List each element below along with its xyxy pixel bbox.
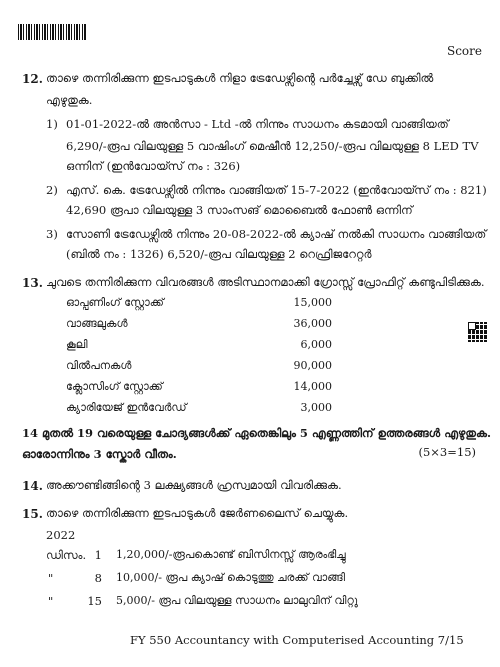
instruction-marks: (5×3=15) bbox=[418, 445, 476, 459]
instruction-line2: ഓരോന്നിനും 3 സ്കോർ വീതം. bbox=[22, 447, 177, 461]
q12-item1-line1: 01-01-2022-ൽ അൻസാ - Ltd -ൽ നിന്നും സാധനം കടമായി വാങ്ങിയത് bbox=[66, 117, 449, 131]
q13-row-value: 14,000 bbox=[293, 380, 332, 393]
q14-text: അക്കൗണ്ടിങ്ങിന്റെ 3 ലക്ഷ്യങ്ങൾ ഹ്രസ്വമായി വിവരിക്കുക. bbox=[46, 478, 342, 492]
q13-row-value: 90,000 bbox=[293, 359, 332, 372]
q12-number: 12. bbox=[22, 72, 43, 86]
barcode bbox=[18, 24, 86, 40]
q13-row-value: 6,000 bbox=[300, 338, 332, 351]
q15-row-day: 1 bbox=[94, 548, 102, 562]
q15-row-month: ഡിസം. bbox=[46, 548, 87, 562]
q15-row-desc: 1,20,000/-രൂപകൊണ്ട് ബിസിനസ്സ് ആരംഭിച്ചു bbox=[116, 548, 346, 561]
instruction-line1: 14 മുതൽ 19 വരെയുള്ള ചോദ്യങ്ങൾക്ക് ഏതെങ്കിലും 5 എണ്ണത്തിന് ഉത്തരങ്ങൾ എഴുതുക. bbox=[22, 426, 491, 440]
q13-text: ചുവടെ തന്നിരിക്കുന്ന വിവരങ്ങൾ അടിസ്ഥാനമാക്കി ഗ്രോസ്സ് പ്രോഫിറ്റ് കണ്ടുപിടിക്കുക. bbox=[46, 275, 485, 289]
q15-row-desc: 10,000/- രൂപ ക്യാഷ് കൊടുത്തു ചരക്ക് വാങ്ങി bbox=[116, 571, 345, 584]
qr-code bbox=[468, 322, 488, 342]
q12-item3-line2: (ബിൽ നം : 1326) 6,520/-രൂപ വിലയുള്ള 2 റെഫ്രിജറേറ്റർ bbox=[66, 247, 372, 261]
q13-row-value: 3,000 bbox=[300, 401, 332, 414]
q15-row-month: " bbox=[48, 594, 54, 608]
q12-item3-line1: സോണി ട്രേഡേഴ്സിൽ നിന്നും 20-08-2022-ൽ ക്യാഷ് നൽകി സാധനം വാങ്ങിയത് bbox=[66, 227, 487, 241]
q12-item2-line2: 42,690 രൂപാ വിലയുള്ള 3 സാംസങ് മൊബൈൽ ഫോൺ ഒന്നിന് bbox=[66, 203, 413, 217]
q13-number: 13. bbox=[22, 276, 43, 290]
q13-row-label: ക്യാരിയേജ് ഇൻവേർഡ് bbox=[66, 401, 187, 414]
q12-text-line2: എഴുതുക. bbox=[46, 93, 93, 107]
q15-text: താഴെ തന്നിരിക്കുന്ന ഇടപാടുകൾ ജേർണലൈസ് ചെയ്യുക. bbox=[46, 506, 349, 520]
q13-row-value: 36,000 bbox=[293, 317, 332, 330]
q15-row-day: 8 bbox=[94, 571, 102, 585]
q12-item1-number: 1) bbox=[46, 117, 58, 131]
q13-row-label: വിൽപനകൾ bbox=[66, 359, 132, 372]
q15-row-day: 15 bbox=[87, 594, 102, 608]
q15-year: 2022 bbox=[46, 528, 76, 542]
q14-number: 14. bbox=[22, 479, 43, 493]
q13-row-label: വാങ്ങലുകൾ bbox=[66, 317, 128, 330]
q12-item3-number: 3) bbox=[46, 227, 58, 241]
q13-row-value: 15,000 bbox=[293, 296, 332, 309]
q12-item2-line1: എസ്. കെ. ട്രേഡേഴ്സിൽ നിന്നും വാങ്ങിയത് 15-7-2022 (ഇൻവോയ്സ് നം : 821) bbox=[66, 183, 487, 197]
page-footer: FY 550 Accountancy with Computerised Accounting 7/15 bbox=[130, 633, 464, 647]
q15-number: 15. bbox=[22, 507, 43, 521]
q12-text-line1: താഴെ തന്നിരിക്കുന്ന ഇടപാടുകൾ നിളാ ട്രേഡേഴ്സിന്റെ പർച്ചേഴ്സ് ഡേ ബുക്കിൽ bbox=[46, 71, 434, 85]
q12-item2-number: 2) bbox=[46, 183, 58, 197]
q13-row-label: ഓപ്പണിംഗ് സ്റ്റോക്ക് bbox=[66, 296, 164, 309]
q15-row-month: " bbox=[48, 571, 54, 585]
q13-row-label: ക്ലോസിംഗ് സ്റ്റോക്ക് bbox=[66, 380, 163, 393]
q13-row-label: കൂലി bbox=[66, 338, 88, 351]
q15-row-desc: 5,000/- രൂപ വിലയുള്ള സാധനം ലാലുവിന് വിറ്റു bbox=[116, 594, 358, 607]
score-label: Score bbox=[446, 44, 482, 58]
q12-item1-line2: 6,290/-രൂപ വിലയുള്ള 5 വാഷിംഗ് മെഷീൻ 12,250/-രൂപ വിലയുള്ള 8 LED TV bbox=[66, 139, 479, 153]
q12-item1-line3: ഒന്നിന് (ഇൻവോയ്സ് നം : 326) bbox=[66, 159, 241, 173]
